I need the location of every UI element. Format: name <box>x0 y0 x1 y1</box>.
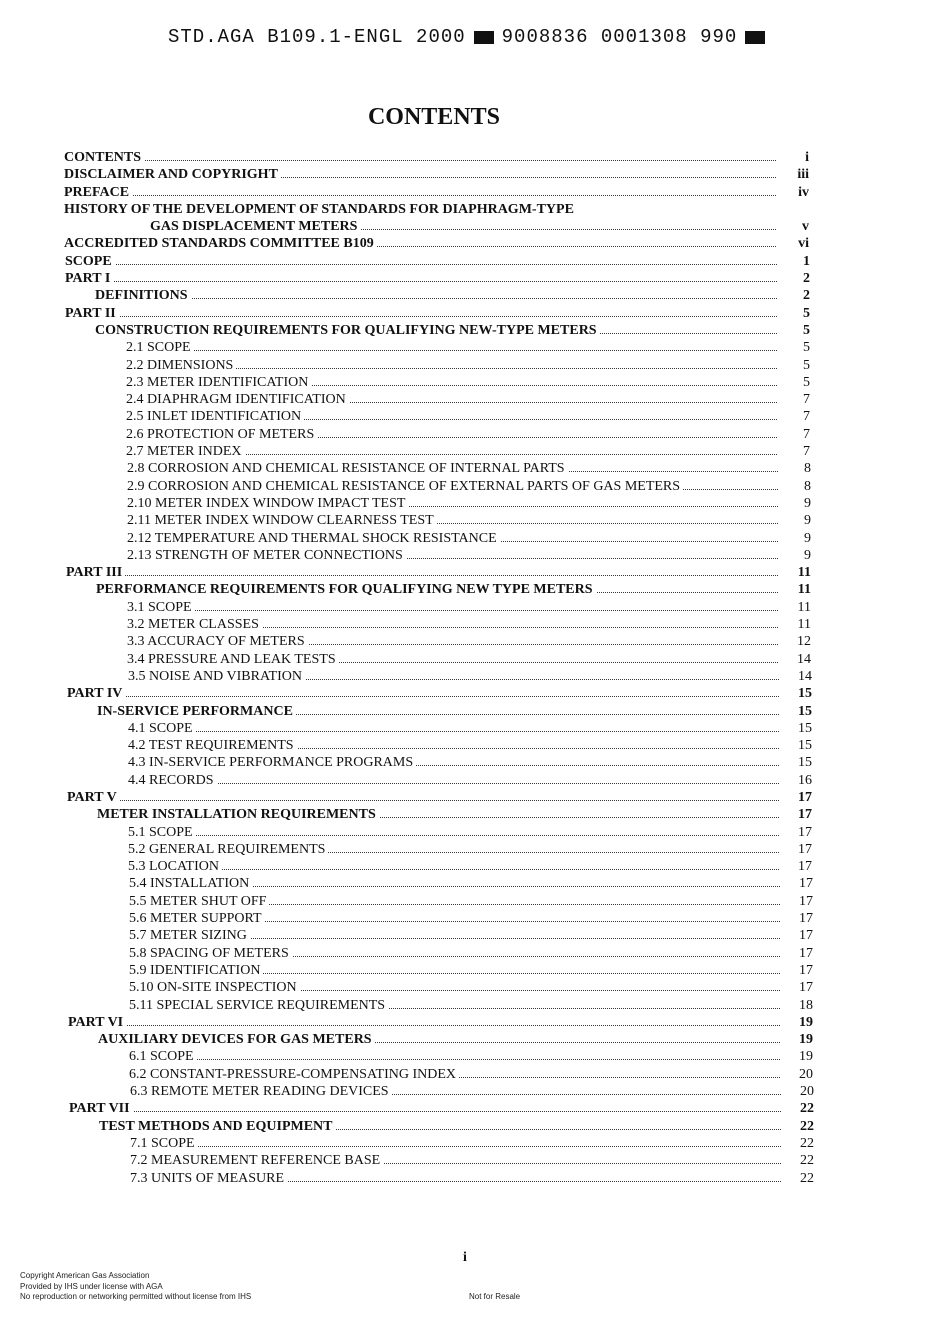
toc-dot-leader <box>128 783 779 784</box>
toc-entry-title: ACCREDITED STANDARDS COMMITTEE B109 <box>64 235 377 252</box>
toc-page-number: iv <box>776 184 809 201</box>
toc-entry-title: PREFACE <box>64 184 132 201</box>
footer-line-3: No reproduction or networking permitted without license from IHS <box>20 1292 252 1301</box>
toc-page-number: 5 <box>777 357 810 374</box>
toc-entry[interactable] <box>0 530 950 547</box>
toc-entry-title: 2.8 CORROSION AND CHEMICAL RESISTANCE OF INTERNAL PARTS <box>127 460 568 477</box>
toc-entry-title: IN-SERVICE PERFORMANCE <box>97 703 296 720</box>
toc-page-number: 11 <box>778 599 811 616</box>
toc-entry-title: PERFORMANCE REQUIREMENTS FOR QUALIFYING NEW TYPE METERS <box>96 581 596 598</box>
toc-page-number: 16 <box>779 772 812 789</box>
toc-entry[interactable] <box>0 962 950 979</box>
toc-page-number: 17 <box>779 806 812 823</box>
toc-entry[interactable] <box>0 858 950 875</box>
toc-page-number: 5 <box>777 339 810 356</box>
toc-page-number: 11 <box>778 616 811 633</box>
toc-entry[interactable] <box>0 460 950 477</box>
toc-page-number: 22 <box>781 1152 814 1169</box>
toc-entry-title: 2.12 TEMPERATURE AND THERMAL SHOCK RESISTANCE <box>127 530 500 547</box>
toc-page-number: 17 <box>779 858 812 875</box>
toc-page-number: iii <box>776 166 809 183</box>
toc-entry[interactable] <box>0 1083 950 1100</box>
toc-entry[interactable] <box>0 703 950 720</box>
toc-entry-title: 2.4 DIAPHRAGM IDENTIFICATION <box>126 391 349 408</box>
toc-page-number: 5 <box>777 374 810 391</box>
toc-entry[interactable] <box>0 633 950 650</box>
toc-page-number: 22 <box>781 1170 814 1187</box>
toc-page-number: 22 <box>781 1118 814 1135</box>
toc-entry[interactable] <box>0 893 950 910</box>
toc-entry[interactable] <box>0 841 950 858</box>
toc-entry[interactable] <box>0 1135 950 1152</box>
document-header <box>168 24 773 50</box>
toc-page-number: 14 <box>779 668 812 685</box>
toc-entry-title: HISTORY OF THE DEVELOPMENT OF STANDARDS FOR DIAPHRAGM-TYPE <box>64 201 577 218</box>
toc-entry-title: 2.9 CORROSION AND CHEMICAL RESISTANCE OF EXTERNAL PARTS OF GAS METERS <box>127 478 683 495</box>
toc-entry-title: 2.5 INLET IDENTIFICATION <box>126 408 304 425</box>
toc-entry[interactable] <box>0 910 950 927</box>
toc-page-number: 2 <box>777 270 810 287</box>
toc-entry[interactable] <box>0 772 950 789</box>
toc-page-number: 15 <box>779 720 812 737</box>
toc-dot-leader <box>65 264 777 265</box>
toc-entry-title: 2.3 METER IDENTIFICATION <box>126 374 311 391</box>
toc-entry-title: PART VI <box>68 1014 126 1031</box>
header-bar-mark-end <box>745 31 765 44</box>
toc-page-number: 17 <box>780 910 813 927</box>
toc-entry-title: 5.4 INSTALLATION <box>129 875 252 892</box>
toc-entry-title: DISCLAIMER AND COPYRIGHT <box>64 166 281 183</box>
toc-page-number: 7 <box>777 408 810 425</box>
toc-page-number: 20 <box>780 1066 813 1083</box>
toc-dot-leader <box>126 350 777 351</box>
toc-dot-leader <box>67 696 779 697</box>
toc-dot-leader <box>128 731 779 732</box>
toc-entry-title: SCOPE <box>65 253 115 270</box>
header-code: 9008836 0001308 990 <box>501 26 738 48</box>
toc-page-number: 8 <box>778 460 811 477</box>
toc-entry-title: 5.5 METER SHUT OFF <box>129 893 269 910</box>
toc-page-number: 17 <box>780 945 813 962</box>
toc-entry-title: 2.6 PROTECTION OF METERS <box>126 426 317 443</box>
toc-entry-title: 5.7 METER SIZING <box>129 927 250 944</box>
toc-page-number: 7 <box>777 443 810 460</box>
toc-entry-title: 3.4 PRESSURE AND LEAK TESTS <box>127 651 339 668</box>
footer-line-1: Copyright American Gas Association <box>20 1271 150 1280</box>
toc-page-number: 17 <box>780 927 813 944</box>
toc-entry-title: 5.10 ON-SITE INSPECTION <box>129 979 300 996</box>
toc-entry[interactable] <box>0 1100 950 1117</box>
toc-entry[interactable] <box>0 374 950 391</box>
toc-entry-title: 4.1 SCOPE <box>128 720 196 737</box>
toc-page-number: 20 <box>781 1083 814 1100</box>
toc-entry-title: 5.11 SPECIAL SERVICE REQUIREMENTS <box>129 997 388 1014</box>
toc-page-number: 17 <box>780 979 813 996</box>
toc-entry[interactable] <box>0 1031 950 1048</box>
toc-entry[interactable] <box>0 478 950 495</box>
toc-entry[interactable] <box>0 564 950 581</box>
toc-page-number: 2 <box>777 287 810 304</box>
toc-entry[interactable] <box>0 979 950 996</box>
toc-entry-title: 4.2 TEST REQUIREMENTS <box>128 737 297 754</box>
toc-page-number: 17 <box>780 893 813 910</box>
toc-dot-leader <box>69 1111 781 1112</box>
header-doc-id: STD.AGA B109.1-ENGL 2000 <box>168 26 466 48</box>
toc-entry[interactable] <box>0 149 950 166</box>
toc-entry-title: PART IV <box>67 685 125 702</box>
toc-page-number: 9 <box>778 512 811 529</box>
toc-page-number: 9 <box>778 495 811 512</box>
toc-dot-leader <box>128 835 779 836</box>
toc-entry[interactable] <box>0 616 950 633</box>
page-number: i <box>463 1250 467 1265</box>
toc-entry-title: 5.2 GENERAL REQUIREMENTS <box>128 841 328 858</box>
toc-entry[interactable] <box>0 287 950 304</box>
toc-entry-title: 5.6 METER SUPPORT <box>129 910 265 927</box>
toc-dot-leader <box>127 610 778 611</box>
toc-page-number: 15 <box>779 754 812 771</box>
toc-entry-title: 4.4 RECORDS <box>128 772 217 789</box>
toc-entry-title: 2.1 SCOPE <box>126 339 194 356</box>
toc-entry[interactable] <box>0 720 950 737</box>
toc-page-number: 9 <box>778 530 811 547</box>
toc-entry-title: 3.1 SCOPE <box>127 599 195 616</box>
toc-entry[interactable] <box>0 201 950 218</box>
toc-entry[interactable] <box>0 235 950 252</box>
toc-entry[interactable] <box>0 599 950 616</box>
toc-entry-title: 5.9 IDENTIFICATION <box>129 962 263 979</box>
toc-entry[interactable] <box>0 253 950 270</box>
toc-entry[interactable] <box>0 685 950 702</box>
toc-entry[interactable] <box>0 408 950 425</box>
footer-not-for-resale: Not for Resale <box>469 1292 521 1301</box>
toc-entry[interactable] <box>0 581 950 598</box>
toc-entry-title: PART III <box>66 564 125 581</box>
toc-dot-leader <box>129 1059 780 1060</box>
toc-page-number: 12 <box>778 633 811 650</box>
toc-entry-title: AUXILIARY DEVICES FOR GAS METERS <box>98 1031 375 1048</box>
toc-dot-leader <box>128 869 779 870</box>
toc-entry[interactable] <box>0 166 950 183</box>
toc-entry-title: PART V <box>67 789 120 806</box>
toc-dot-leader <box>67 800 779 801</box>
toc-entry-title: 2.7 METER INDEX <box>126 443 245 460</box>
toc-entry-title: 2.10 METER INDEX WINDOW IMPACT TEST <box>127 495 408 512</box>
toc-entry-title: TEST METHODS AND EQUIPMENT <box>99 1118 336 1135</box>
toc-entry-title: PART VII <box>69 1100 133 1117</box>
toc-entry-title: 2.11 METER INDEX WINDOW CLEARNESS TEST <box>127 512 437 529</box>
toc-page-number: 22 <box>781 1100 814 1117</box>
toc-entry[interactable] <box>0 426 950 443</box>
toc-entry-title: PART II <box>65 305 119 322</box>
toc-entry[interactable] <box>0 651 950 668</box>
toc-entry-title: CONSTRUCTION REQUIREMENTS FOR QUALIFYING NEW-TYPE METERS <box>95 322 600 339</box>
toc-entry-title: 5.1 SCOPE <box>128 824 196 841</box>
toc-entry[interactable] <box>0 322 950 339</box>
toc-entry[interactable] <box>0 1048 950 1065</box>
toc-dot-leader <box>66 575 778 576</box>
toc-entry-title: 7.2 MEASUREMENT REFERENCE BASE <box>130 1152 383 1169</box>
toc-dot-leader <box>68 1025 780 1026</box>
toc-dot-leader <box>65 281 777 282</box>
toc-page-number: 15 <box>779 737 812 754</box>
header-bar-mark <box>474 31 494 44</box>
footer-line-2: Provided by IHS under license with AGA <box>20 1281 163 1291</box>
toc-entry[interactable] <box>0 495 950 512</box>
toc-entry[interactable] <box>0 443 950 460</box>
toc-entry[interactable] <box>0 824 950 841</box>
toc-entry[interactable] <box>0 184 950 201</box>
toc-page-number: 17 <box>779 789 812 806</box>
toc-page-number: vi <box>776 235 809 252</box>
toc-entry[interactable] <box>0 270 950 287</box>
toc-entry[interactable] <box>0 1118 950 1135</box>
toc-entry[interactable] <box>0 391 950 408</box>
toc-dot-leader <box>64 160 776 161</box>
toc-entry[interactable] <box>0 357 950 374</box>
toc-entry[interactable] <box>0 737 950 754</box>
toc-entry-title: 5.8 SPACING OF METERS <box>129 945 292 962</box>
toc-page-number: 1 <box>777 253 810 270</box>
toc-page-number: 7 <box>777 391 810 408</box>
toc-entry[interactable] <box>0 547 950 564</box>
toc-entry[interactable] <box>0 339 950 356</box>
toc-page-number: 17 <box>780 875 813 892</box>
toc-entry-title: 6.2 CONSTANT-PRESSURE-COMPENSATING INDEX <box>129 1066 459 1083</box>
toc-page-number: 8 <box>778 478 811 495</box>
toc-page-number: 19 <box>780 1048 813 1065</box>
toc-page-number: 19 <box>780 1031 813 1048</box>
toc-entry[interactable] <box>0 668 950 685</box>
toc-page-number: 17 <box>780 962 813 979</box>
toc-page-number: 11 <box>778 581 811 598</box>
toc-entry-title: 5.3 LOCATION <box>128 858 222 875</box>
toc-dot-leader <box>130 1146 781 1147</box>
toc-entry[interactable] <box>0 1152 950 1169</box>
toc-page-number: 17 <box>779 824 812 841</box>
toc-page-number: 11 <box>778 564 811 581</box>
toc-entry-title: DEFINITIONS <box>95 287 191 304</box>
toc-entry[interactable] <box>0 512 950 529</box>
toc-entry[interactable] <box>0 218 950 235</box>
toc-entry[interactable] <box>0 789 950 806</box>
toc-page-number: 5 <box>777 322 810 339</box>
toc-page-number: 7 <box>777 426 810 443</box>
page-title: CONTENTS <box>367 104 501 130</box>
toc-entry-title: CONTENTS <box>64 149 144 166</box>
toc-entry-title: 4.3 IN-SERVICE PERFORMANCE PROGRAMS <box>128 754 416 771</box>
toc-entry-title: 6.1 SCOPE <box>129 1048 197 1065</box>
toc-dot-leader <box>65 316 777 317</box>
toc-page-number: 15 <box>779 685 812 702</box>
table-of-contents <box>0 149 950 1187</box>
toc-entry-title: METER INSTALLATION REQUIREMENTS <box>97 806 379 823</box>
toc-entry-title: PART I <box>65 270 113 287</box>
toc-page-number: v <box>776 218 809 235</box>
toc-entry[interactable] <box>0 997 950 1014</box>
toc-page-number: 17 <box>779 841 812 858</box>
toc-entry-title: 7.1 SCOPE <box>130 1135 198 1152</box>
toc-entry-title: 6.3 REMOTE METER READING DEVICES <box>130 1083 392 1100</box>
toc-page-number: 14 <box>778 651 811 668</box>
toc-entry[interactable] <box>0 1170 950 1187</box>
toc-entry-title: 3.3 ACCURACY OF METERS <box>127 633 308 650</box>
toc-dot-leader <box>95 298 777 299</box>
copyright-footer <box>20 1271 251 1303</box>
toc-entry-title: 3.2 METER CLASSES <box>127 616 262 633</box>
toc-page-number: 18 <box>780 997 813 1014</box>
toc-entry-title: 2.2 DIMENSIONS <box>126 357 236 374</box>
toc-entry-title: 2.13 STRENGTH OF METER CONNECTIONS <box>127 547 406 564</box>
toc-entry[interactable] <box>0 305 950 322</box>
toc-entry-title: GAS DISPLACEMENT METERS <box>150 218 360 235</box>
toc-entry[interactable] <box>0 806 950 823</box>
toc-entry[interactable] <box>0 927 950 944</box>
toc-entry-title: 7.3 UNITS OF MEASURE <box>130 1170 287 1187</box>
toc-entry[interactable] <box>0 1066 950 1083</box>
toc-page-number: i <box>776 149 809 166</box>
toc-page-number: 15 <box>779 703 812 720</box>
toc-page-number: 22 <box>781 1135 814 1152</box>
toc-entry[interactable] <box>0 1014 950 1031</box>
toc-entry[interactable] <box>0 754 950 771</box>
toc-entry[interactable] <box>0 945 950 962</box>
toc-dot-leader <box>64 195 776 196</box>
toc-page-number: 9 <box>778 547 811 564</box>
toc-page-number: 5 <box>777 305 810 322</box>
toc-page-number: 19 <box>780 1014 813 1031</box>
toc-entry[interactable] <box>0 875 950 892</box>
toc-entry-title: 3.5 NOISE AND VIBRATION <box>128 668 305 685</box>
